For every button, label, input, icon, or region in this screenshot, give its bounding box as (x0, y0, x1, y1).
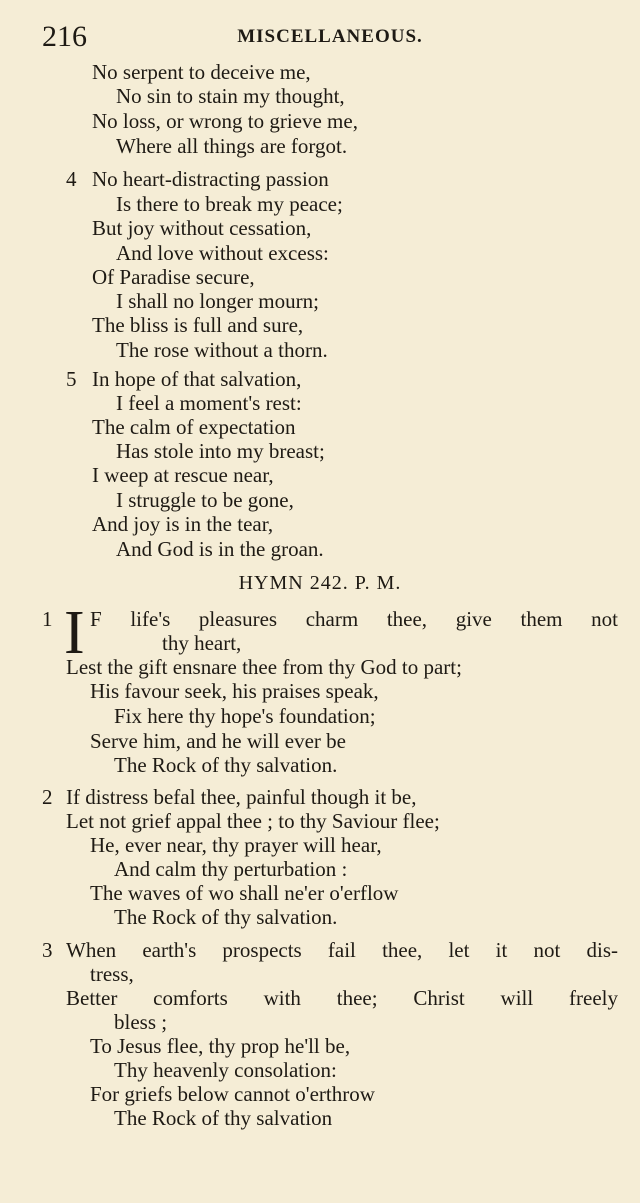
verse-line: When earth's prospects fail thee, let it not dis- (66, 938, 618, 962)
verse-line: Where all things are forgot. (116, 134, 348, 158)
verse-line: Let not grief appal thee ; to thy Saviour flee; (66, 809, 440, 833)
verse-line: No loss, or wrong to grieve me, (92, 109, 358, 133)
verse-line: If distress befal thee, painful though it be, (66, 785, 417, 809)
verse-line: The Rock of thy salvation (114, 1106, 333, 1130)
verse-line: I feel a moment's rest: (116, 391, 302, 415)
running-head: MISCELLANEOUS. (237, 26, 423, 47)
verse-line: To Jesus flee, thy prop he'll be, (90, 1034, 351, 1058)
verse-line: Is there to break my peace; (116, 192, 343, 216)
verse-line: And love without excess: (116, 241, 329, 265)
verse-line: Fix here thy hope's foundation; (114, 704, 376, 728)
stanza-number: 2 (42, 785, 53, 809)
verse-line: The calm of expectation (92, 415, 296, 439)
verse-line: And God is in the groan. (116, 537, 324, 561)
stanza-number: 3 (42, 938, 53, 962)
stanza-number: 5 (66, 367, 77, 391)
verse-line: And calm thy perturbation : (114, 857, 348, 881)
verse-line: The Rock of thy salvation. (114, 753, 338, 777)
verse-line: bless ; (114, 1010, 168, 1034)
verse-line: The bliss is full and sure, (92, 313, 304, 337)
verse-line: The rose without a thorn. (116, 338, 328, 362)
verse-line: No heart-distracting passion (92, 167, 329, 191)
verse-line: thy heart, (162, 631, 242, 655)
verse-line: I shall no longer mourn; (116, 289, 319, 313)
verse-line: F life's pleasures charm thee, give them not (90, 607, 618, 631)
verse-line: Serve him, and he will ever be (90, 729, 346, 753)
verse-line: tress, (90, 962, 134, 986)
verse-line: His favour seek, his praises speak, (90, 679, 379, 703)
verse-line: Thy heavenly consolation: (114, 1058, 337, 1082)
verse-line: Better comforts with thee; Christ will freely (66, 986, 618, 1010)
verse-line: I weep at rescue near, (92, 463, 274, 487)
verse-line: Has stole into my breast; (116, 439, 325, 463)
page-number: 216 (42, 20, 87, 53)
verse-line: I struggle to be gone, (116, 488, 294, 512)
verse-line: In hope of that salvation, (92, 367, 302, 391)
stanza-number: 4 (66, 167, 77, 191)
verse-line: The waves of wo shall ne'er o'erflow (90, 881, 399, 905)
verse-line: For griefs below cannot o'erthrow (90, 1082, 375, 1106)
hymn-title: HYMN 242. P. M. (238, 572, 402, 594)
page-header (0, 20, 640, 54)
stanza-number: 1 (42, 607, 53, 631)
verse-line: No serpent to deceive me, (92, 60, 311, 84)
verse-line: No sin to stain my thought, (116, 84, 345, 108)
verse-line: But joy without cessation, (92, 216, 312, 240)
verse-line: And joy is in the tear, (92, 512, 274, 536)
drop-cap: I (64, 599, 85, 667)
verse-line: The Rock of thy salvation. (114, 905, 338, 929)
verse-line: He, ever near, thy prayer will hear, (90, 833, 382, 857)
verse-line: Lest the gift ensnare thee from thy God to part; (66, 655, 462, 679)
verse-line: Of Paradise secure, (92, 265, 255, 289)
